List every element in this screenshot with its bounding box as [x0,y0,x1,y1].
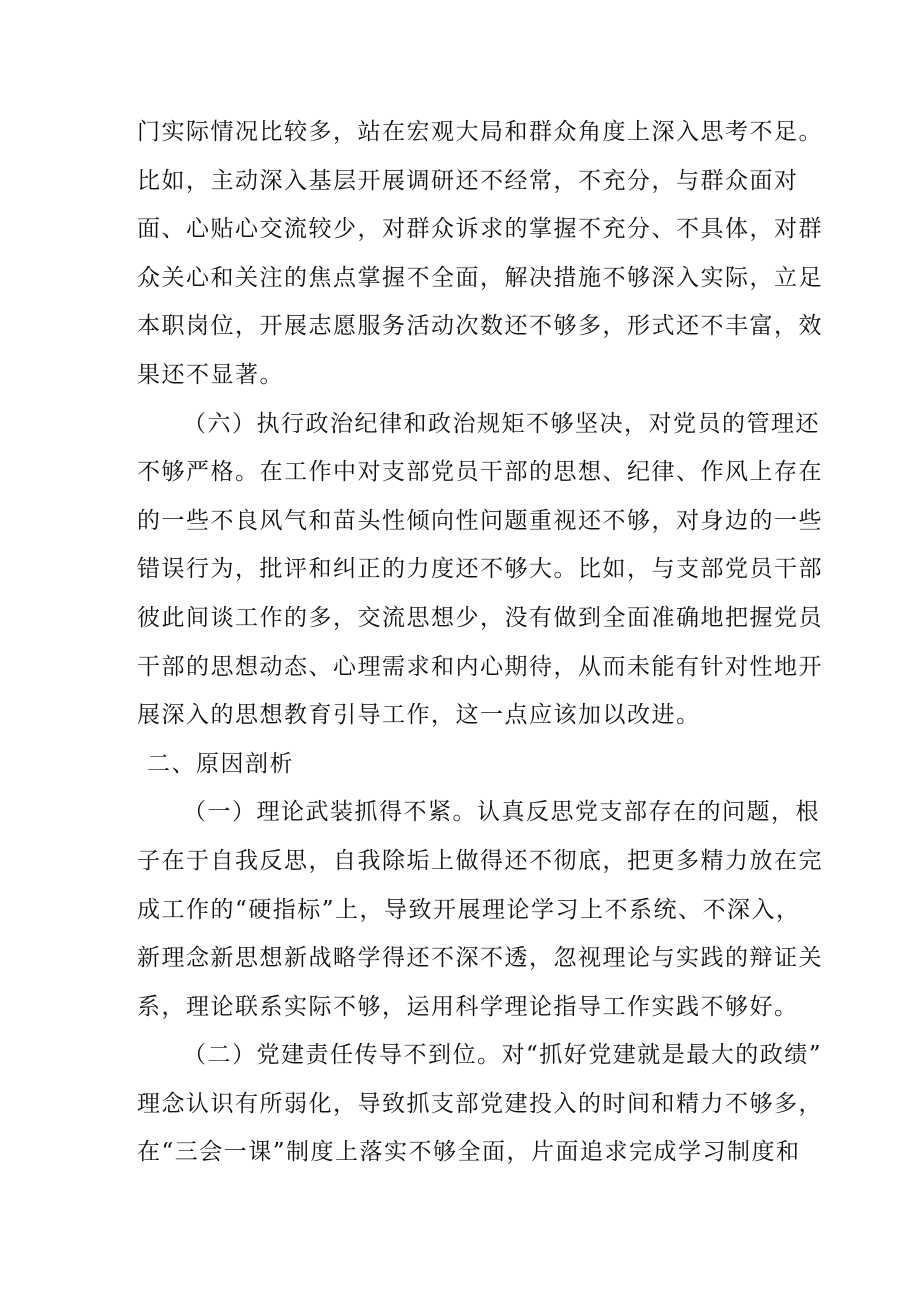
text-line: 门实际情况比较多，站在宏观大局和群众角度上深入思考不足。 [137,119,823,145]
paragraph-start-line: （六）执行政治纪律和政治规矩不够坚决，对党员的管理还 [183,410,820,437]
text-line: 本职岗位，开展志愿服务活动次数还不够多，形式还不丰富，效 [137,313,823,340]
text-line: 成工作的“硬指标”上，导致开展理论学习上不系统、不深入， [137,896,801,923]
text-line: 在“三会一课”制度上落实不够全面，片面追求完成学习制度和 [137,1139,801,1166]
text-line: 彼此间谈工作的多，交流思想少，没有做到全面准确地把握党员 [137,604,823,631]
text-line: 不够严格。在工作中对支部党员干部的思想、纪律、作风上存在 [137,459,823,486]
text-line: 面、心贴心交流较少，对群众诉求的掌握不充分、不具体，对群 [137,216,823,243]
text-line: 新理念新思想新战略学得还不深不透，忽视理论与实践的辩证关 [137,945,823,972]
body-text [137,108,823,1177]
paragraph-start-line: （一）理论武装抓得不紧。认真反思党支部存在的问题，根 [183,799,820,826]
paragraph-start-line: （二）党建责任传导不到位。对“抓好党建就是最大的政绩” [183,1042,823,1069]
text-line: 众关心和关注的焦点掌握不全面，解决措施不够深入实际，立足 [137,264,823,291]
text-line: 比如，主动深入基层开展调研还不经常，不充分，与群众面对 [137,167,799,194]
section-heading: 二、原因剖析 [147,750,294,777]
text-line: 干部的思想动态、心理需求和内心期待，从而未能有针对性地开 [137,653,823,680]
text-line: 系，理论联系实际不够，运用科学理论指导工作实践不够好。 [137,993,799,1020]
text-line: 理念认识有所弱化，导致抓支部党建投入的时间和精力不够多， [137,1090,823,1117]
text-line: 错误行为，批评和纠正的力度还不够大。比如，与支部党员干部 [137,556,823,583]
text-line: 子在于自我反思，自我除垢上做得还不彻底，把更多精力放在完 [137,847,823,874]
text-line: 的一些不良风气和苗头性倾向性问题重视还不够，对身边的一些 [137,507,823,534]
text-line: 果还不显著。 [137,361,284,388]
text-line: 展深入的思想教育引导工作，这一点应该加以改进。 [137,702,701,729]
